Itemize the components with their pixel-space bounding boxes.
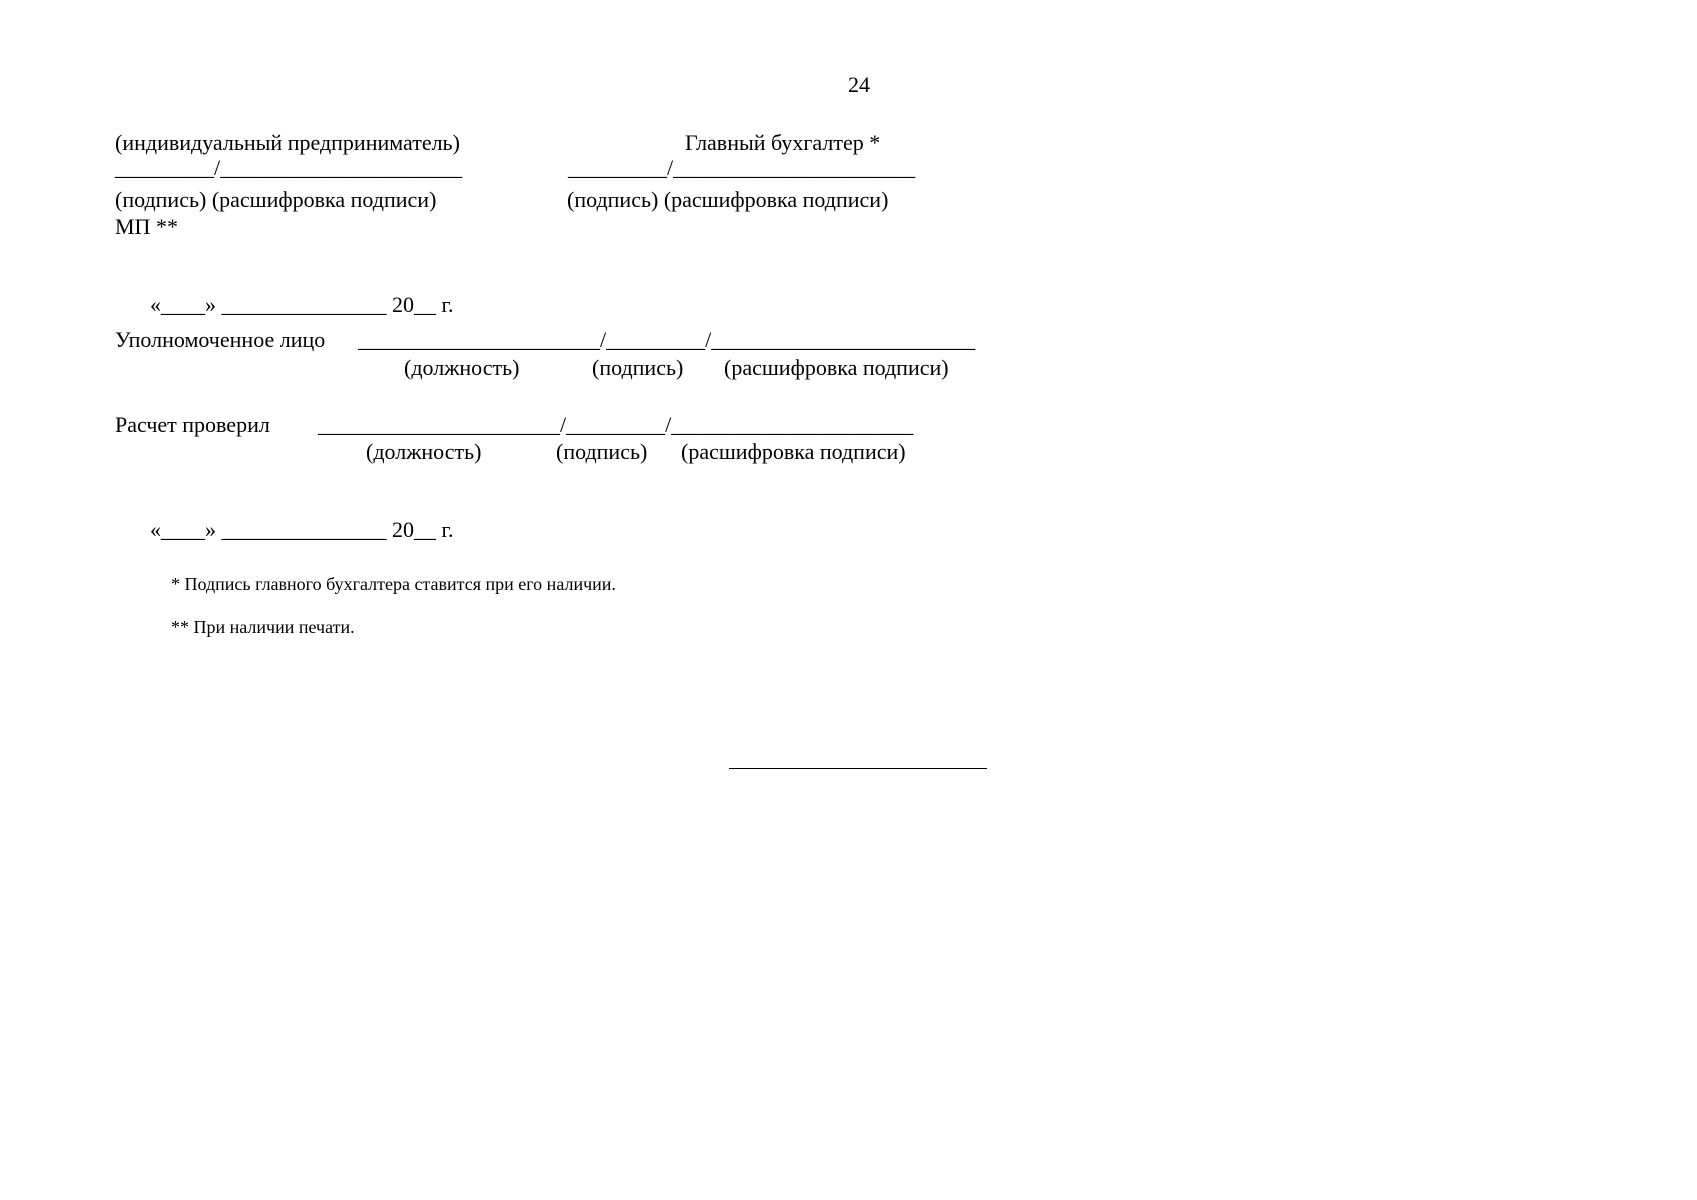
calculation-checked-signature-line: ______________________/_________/______________________ — [318, 412, 914, 437]
entrepreneur-signature-line: _________/______________________ — [115, 155, 463, 180]
date-close-quote: » — [205, 517, 216, 542]
date-year-suffix: г. — [441, 292, 454, 317]
date-month-blank: _______________ — [221, 517, 387, 542]
date-open-quote: « — [150, 517, 161, 542]
date-year-suffix: г. — [441, 517, 454, 542]
footnote-stamp: ** При наличии печати. — [171, 617, 355, 637]
date-year: 20__ — [392, 517, 436, 542]
date-line-1 — [139, 272, 454, 316]
chief-accountant-title: Главный бухгалтер * — [685, 130, 881, 155]
calculation-checked-label: Расчет проверил — [115, 412, 270, 437]
chief-accountant-signature-line: _________/______________________ — [568, 155, 916, 180]
date-line-2 — [139, 497, 454, 541]
date-month-blank: _______________ — [221, 292, 387, 317]
footnote-chief-accountant: * Подпись главного бухгалтера ставится при его наличии. — [171, 574, 616, 594]
calculation-checked-signature-caption: (подпись) — [556, 439, 648, 464]
end-rule — [729, 768, 987, 769]
date-day-blank: ____ — [161, 292, 205, 317]
authorized-person-decoding-caption: (расшифровка подписи) — [724, 355, 949, 380]
entrepreneur-title: (индивидуальный предприниматель) — [115, 130, 460, 155]
date-close-quote: » — [205, 292, 216, 317]
calculation-checked-position-caption: (должность) — [366, 439, 482, 464]
authorized-person-signature-caption: (подпись) — [592, 355, 684, 380]
authorized-person-position-caption: (должность) — [404, 355, 520, 380]
authorized-person-signature-line: ______________________/_________/________________________ — [358, 327, 976, 352]
authorized-person-label: Уполномоченное лицо — [115, 327, 326, 352]
chief-accountant-signature-caption: (подпись) (расшифровка подписи) — [567, 187, 889, 212]
calculation-checked-decoding-caption: (расшифровка подписи) — [681, 439, 906, 464]
date-year: 20__ — [392, 292, 436, 317]
date-open-quote: « — [150, 292, 161, 317]
stamp-label: МП ** — [115, 214, 178, 239]
entrepreneur-signature-caption: (подпись) (расшифровка подписи) — [115, 187, 437, 212]
date-day-blank: ____ — [161, 517, 205, 542]
page-number: 24 — [848, 72, 870, 97]
